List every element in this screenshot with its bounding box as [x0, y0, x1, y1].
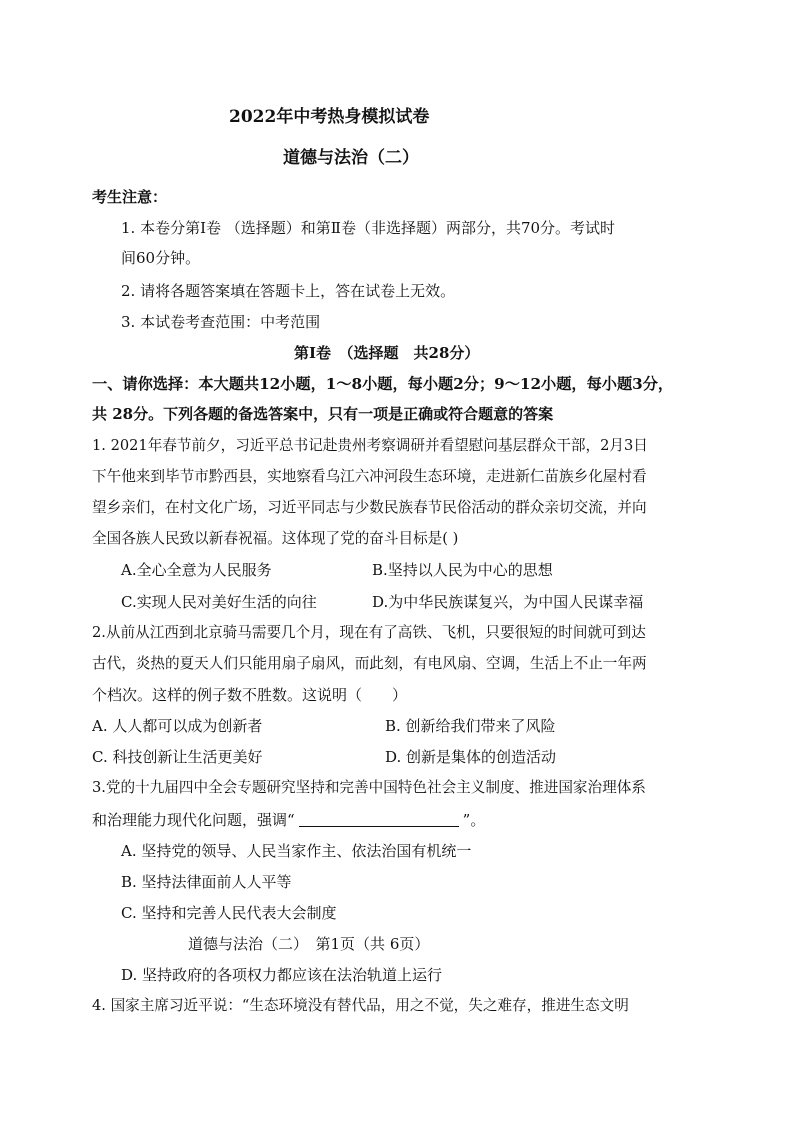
page-footer: 道德与法治（二） 第1页（共 6页） — [188, 935, 430, 953]
notice-item: 间60分钟。 — [121, 249, 201, 267]
question-stem: 下午他来到毕节市黔西县，实地察看乌江六冲河段生态环境，走进新仁苗族乡化屋村看 — [92, 468, 647, 485]
answer-option: D. 坚持政府的各项权力都应该在法治轨道上运行 — [121, 966, 443, 984]
question-stem-with-blank — [92, 810, 485, 830]
question-stem: 和治理能力现代化问题，强调“ — [92, 811, 295, 829]
question-stem: 4. 国家主席习近平说：“生态环境没有替代品，用之不觉，失之难存，推进生态文明 — [92, 997, 629, 1014]
answer-option: A.全心全意为人民服务 — [121, 561, 272, 579]
exam-subtitle: 道德与法治（二） — [283, 148, 419, 168]
answer-option: D.为中华民族谋复兴，为中国人民谋幸福 — [372, 593, 644, 611]
answer-option: D. 创新是集体的创造活动 — [385, 748, 557, 766]
notice-item: 2. 请将各题答案填在答题卡上，答在试卷上无效。 — [121, 282, 456, 300]
question-stem: 2.从前从江西到北京骑马需要几个月，现在有了高铁、飞机，只要很短的时间就可到达 — [92, 624, 646, 641]
section-instruction: 一、请你选择：本大题共12小题，1～8小题，每小题2分；9～12小题，每小题3分， — [92, 375, 674, 393]
question-stem: 个档次。这样的例子数不胜数。这说明（ ） — [92, 686, 408, 704]
notice-item: 3. 本试卷考查范围：中考范围 — [121, 313, 321, 331]
question-stem: 全国各族人民致以新春祝福。这体现了党的奋斗目标是( ) — [92, 530, 459, 547]
question-stem: 望乡亲们，在村文化广场，习近平同志与少数民族春节民俗活动的群众亲切交流，并向 — [92, 499, 647, 516]
answer-option: C. 科技创新让生活更美好 — [92, 748, 263, 766]
answer-option: C. 坚持和完善人民代表大会制度 — [121, 904, 337, 922]
answer-option: C.实现人民对美好生活的向往 — [121, 593, 317, 611]
question-stem: 3.党的十九届四中全会专题研究坚持和完善中国特色社会主义制度、推进国家治理体系 — [92, 779, 646, 796]
answer-blank — [299, 812, 459, 827]
question-stem: 1. 2021年春节前夕，习近平总书记赴贵州考察调研并看望慰问基层群众干部，2月3日 — [92, 437, 648, 454]
part1-heading: 第Ⅰ卷 （选择题 共28分） — [294, 344, 480, 362]
notice-heading: 考生注意： — [92, 188, 168, 206]
answer-option: A. 人人都可以成为创新者 — [92, 717, 263, 735]
exam-title: 2022年中考热身模拟试卷 — [229, 107, 430, 127]
question-stem-end: ”。 — [462, 811, 486, 829]
section-instruction: 共 28分。下列各题的备选答案中，只有一项是正确或符合题意的答案 — [92, 405, 554, 423]
answer-option: B.坚持以人民为中心的思想 — [372, 561, 553, 579]
notice-item: 1. 本卷分第Ⅰ卷 （选择题）和第Ⅱ卷（非选择题）两部分，共70分。考试时 — [121, 219, 616, 237]
answer-option: B. 创新给我们带来了风险 — [385, 717, 556, 735]
answer-option: B. 坚持法律面前人人平等 — [121, 873, 292, 891]
answer-option: A. 坚持党的领导、人民当家作主、依法治国有机统一 — [121, 842, 472, 860]
question-stem: 古代，炎热的夏天人们只能用扇子扇风，而此刻，有电风扇、空调，生活上不止一年两 — [92, 655, 647, 672]
